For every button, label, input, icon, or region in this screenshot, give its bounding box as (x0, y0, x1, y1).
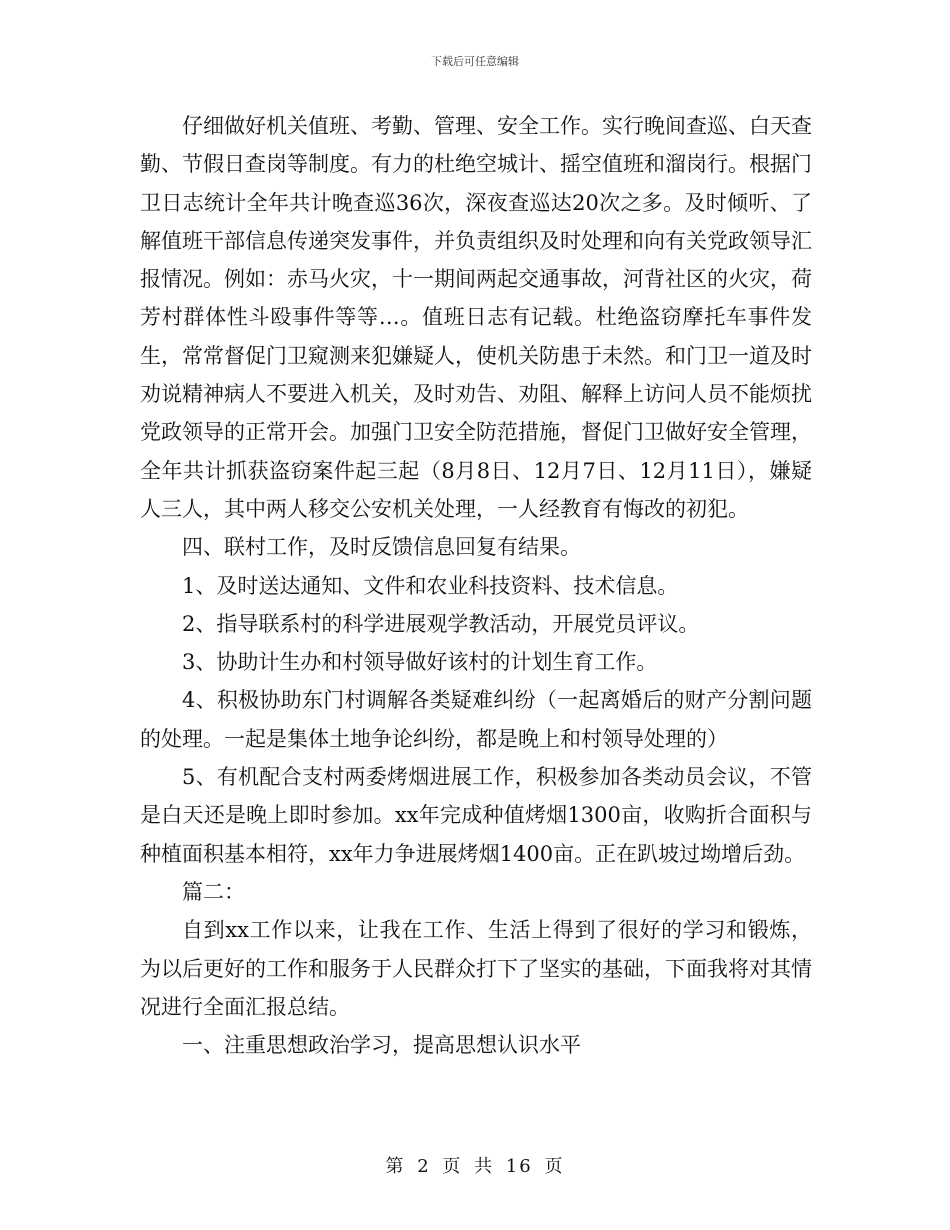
paragraph-item-4: 4、积极协助东门村调解各类疑难纠纷（一起离婚后的财产分割问题的处理。一起是集体土地争论纠纷，都是晚上和村领导处理的） (140, 688, 812, 751)
paragraph-section-one-heading: 一、注重思想政治学习，提高思想认识水平 (182, 1033, 581, 1058)
document-body (140, 107, 812, 1064)
paragraph-item-3: 3、协助计生办和村领导做好该村的计划生育工作。 (182, 650, 658, 675)
page-number: 第 2 页 共 16 页 (385, 1156, 565, 1177)
paragraph-item-2: 2、指导联系村的科学进展观学教活动，开展党员评议。 (182, 611, 700, 636)
paragraph-section-four-heading: 四、联村工作，及时反馈信息回复有结果。 (182, 535, 581, 560)
paragraph-part-two-intro: 自到xx工作以来，让我在工作、生活上得到了很好的学习和锻炼，为以后更好的工作和服务于人民群众打下了坚实的基础，下面我将对其情况进行全面汇报总结。 (140, 918, 812, 1019)
paragraph-duty-work: 仔细做好机关值班、考勤、管理、安全工作。实行晚间查巡、白天查勤、节假日查岗等制度。有力的杜绝空城计、摇空值班和溜岗行。根据门卫日志统计全年共计晚查巡36次，深夜查巡达20次之多。及时倾听、了解值班干部信息传递突发事件，并负责组织及时处理和向有关党政领导汇报情况。例如：赤马火灾，十一期间两起交通事故，河背社区的火灾，荷芳村群体性斗殴事件等等…。值班日志有记载。杜绝盗窃摩托车事件发生，常常督促门卫窥测来犯嫌疑人，使机关防患于未然。和门卫一道及时劝说精神病人不要进入机关，及时劝告、劝阻、解释上访问人员不能烦扰党政领导的正常开会。加强门卫安全防范措施，督促门卫做好安全管理，全年共计抓获盗窃案件起三起（8月8日、12月7日、12月11日），嫌疑人三人，其中两人移交公安机关处理，一人经教育有悔改的初犯。 (140, 114, 812, 521)
paragraph-item-1: 1、及时送达通知、文件和农业科技资料、技术信息。 (182, 573, 679, 598)
paragraph-part-two-heading: 篇二： (182, 879, 245, 904)
paragraph-item-5: 5、有机配合支村两委烤烟进展工作，积极参加各类动员会议，不管是白天还是晚上即时参加。xx年完成种值烤烟1300亩，收购折合面积与种植面积基本相符，xx年力争进展烤烟1400亩。正在趴坡过坳增后劲。 (140, 765, 812, 866)
header-note: 下载后可任意编辑 (431, 55, 519, 68)
